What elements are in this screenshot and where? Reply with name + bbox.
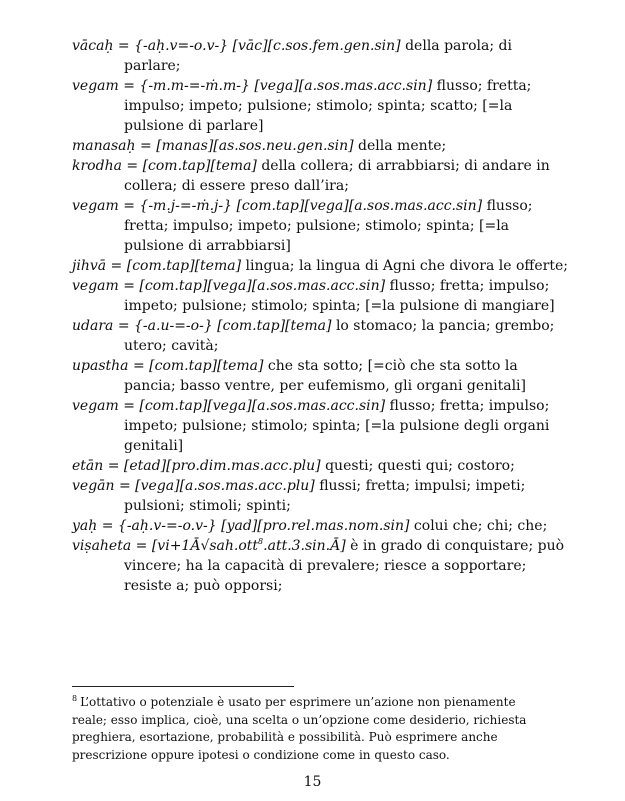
entry-equals: = (131, 538, 152, 554)
entry-meaning: flusso; fretta; impulso; impeto; pulsione; stimolo; spinta; [=la pulsione di arrabbiarsi] (124, 198, 533, 254)
entry-equals: = (97, 518, 118, 534)
glossary-entry (72, 156, 572, 196)
glossary-entry (72, 516, 572, 536)
entry-equals: = (121, 158, 143, 174)
glossary-entries (72, 36, 572, 596)
entry-grammar: [vega][a.sos.mas.acc.plu] (135, 478, 315, 494)
entry-term: vegān (72, 478, 115, 494)
footnote (72, 694, 552, 764)
entry-equals: = (135, 138, 157, 154)
entry-grammar: [com.tap][tema] (149, 358, 264, 374)
entry-term: vegam (72, 78, 119, 94)
entry-equals: = (113, 318, 135, 334)
glossary-entry (72, 356, 572, 396)
entry-term: vegam (72, 198, 119, 214)
entry-meaning: lingua; la lingua di Agni che divora le offerte; (241, 258, 568, 274)
footnote-divider (72, 686, 294, 687)
entry-meaning: è in grado di conquistare; può vincere; ha la capacità di prevalere; riesce a sopportare; resiste a; può opporsi; (124, 538, 565, 594)
entry-meaning: flusso; fretta; impulso; impeto; pulsione; stimolo; spinta; [=la pulsione degli organi genitali] (124, 398, 550, 454)
entry-equals: = (118, 198, 140, 214)
entry-equals: = (128, 358, 150, 374)
entry-equals: = (103, 458, 124, 474)
entry-meaning: flussi; fretta; impulsi; impeti; pulsioni; stimoli; spinti; (124, 478, 526, 514)
entry-grammar: [com.tap][tema] (126, 258, 242, 274)
entry-term: vegam (72, 398, 119, 414)
glossary-entry (72, 396, 572, 456)
entry-grammar (152, 538, 346, 554)
glossary-entry (72, 456, 572, 476)
entry-meaning: lo stomaco; la pancia; grembo; utero; cavità; (124, 318, 555, 354)
entry-term: udara (72, 318, 114, 334)
entry-meaning: flusso; fretta; impulso; impeto; pulsione; stimolo; spinta; [=la pulsione di mangiare] (124, 278, 555, 314)
entry-term: etān (72, 458, 104, 474)
entry-term: yaḥ (72, 518, 98, 534)
entry-equals: = (118, 278, 140, 294)
glossary-entry (72, 196, 572, 256)
page-number: 15 (303, 774, 322, 790)
entry-meaning: della parola; di parlare; (124, 38, 512, 74)
glossary-entry (72, 76, 572, 136)
entry-term: upastha (72, 358, 129, 374)
entry-term: krodha (72, 158, 122, 174)
entry-equals: = (114, 478, 136, 494)
entry-grammar: [com.tap][vega][a.sos.mas.acc.sin] (139, 398, 386, 414)
entry-grammar: {-m.m-=-ṁ.m-} [vega][a.sos.mas.acc.sin] (139, 78, 433, 94)
entry-equals: = (118, 78, 140, 94)
entry-grammar: {-a.u-=-o-} [com.tap][tema] (134, 318, 332, 334)
entry-grammar: {-m.j-=-ṁ.j-} [com.tap][vega][a.sos.mas.acc.sin] (139, 198, 483, 214)
entry-term: vācaḥ (72, 38, 114, 54)
entry-equals: = (113, 38, 135, 54)
entry-grammar: [com.tap][tema] (142, 158, 257, 174)
entry-meaning: colui che; chi; che; (409, 518, 548, 534)
entry-term: jihvā (72, 258, 107, 274)
entry-grammar: [etad][pro.dim.mas.acc.plu] (123, 458, 321, 474)
entry-equals: = (118, 398, 140, 414)
entry-grammar-part: .att.3.sin.Ā] (263, 538, 346, 554)
footnote-reference[interactable]: 8 (258, 537, 264, 546)
glossary-entry (72, 36, 572, 76)
entry-meaning: che sta sotto; [=ciò che sta sotto la pancia; basso ventre, per eufemismo, gli organi genitali] (124, 358, 527, 394)
glossary-entry (72, 476, 572, 516)
glossary-entry (72, 136, 572, 156)
entry-grammar: {-aḥ.v-=-o.v-} [yad][pro.rel.mas.nom.sin] (117, 518, 410, 534)
footnote-text: L’ottativo o potenziale è usato per esprimere un’azione non pienamente reale; esso implica, cioè, una scelta o un’opzione come desiderio, richiesta preghiera, esortazione, probabilità e possibilità. Può esprimere anche prescrizione oppure ipotesi o condizione come in questo caso. (72, 695, 527, 762)
glossary-entry (72, 256, 572, 276)
entry-grammar: [com.tap][vega][a.sos.mas.acc.sin] (139, 278, 386, 294)
entry-grammar: [manas][as.sos.neu.gen.sin] (156, 138, 354, 154)
glossary-entry (72, 536, 572, 596)
entry-meaning: della collera; di arrabbiarsi; di andare in collera; di essere preso dall’ira; (124, 158, 550, 194)
entry-meaning: della mente; (353, 138, 447, 154)
footnote-number: 8 (72, 694, 78, 703)
entry-meaning: questi; questi qui; costoro; (320, 458, 515, 474)
glossary-entry (72, 276, 572, 316)
entry-meaning: flusso; fretta; impulso; impeto; pulsione; stimolo; spinta; scatto; [=la pulsione di parlare] (124, 78, 532, 134)
entry-grammar: {-aḥ.v=-o.v-} [vāc][c.sos.fem.gen.sin] (134, 38, 401, 54)
entry-grammar-part: [vi+1Ā√sah.ott (151, 538, 259, 554)
entry-equals: = (106, 258, 127, 274)
entry-term: vegam (72, 278, 119, 294)
entry-term: viṣaheta (72, 538, 132, 554)
glossary-entry (72, 316, 572, 356)
entry-term: manasaḥ (72, 138, 136, 154)
